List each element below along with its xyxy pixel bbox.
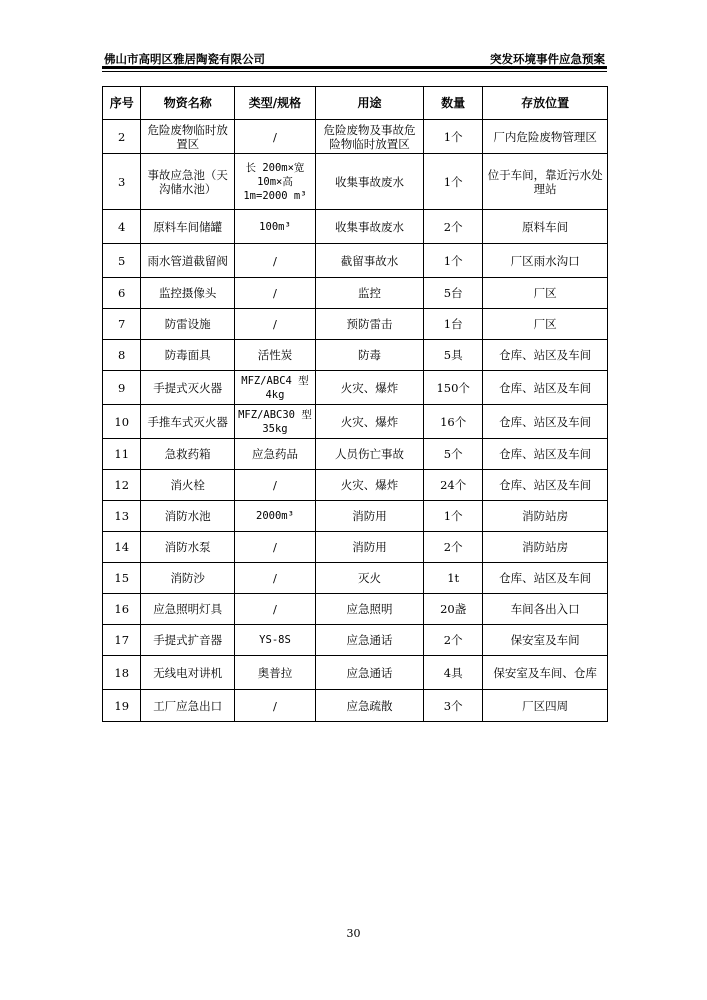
cell-qty: 24个 [424,470,483,501]
cell-name: 防雷设施 [141,309,235,340]
cell-location: 厂区 [483,278,608,309]
cell-qty: 1个 [424,244,483,278]
cell-no: 18 [103,656,141,690]
cell-no: 10 [103,405,141,439]
cell-spec: 活性炭 [234,340,315,371]
cell-location: 消防站房 [483,532,608,563]
cell-use: 预防雷击 [316,309,424,340]
cell-use: 监控 [316,278,424,309]
cell-use: 应急通话 [316,625,424,656]
cell-no: 12 [103,470,141,501]
table-body [103,120,608,722]
cell-qty: 150个 [424,371,483,405]
cell-name: 防毒面具 [141,340,235,371]
cell-location: 仓库、站区及车间 [483,470,608,501]
col-header-spec: 类型/规格 [234,87,315,120]
cell-use: 人员伤亡事故 [316,439,424,470]
cell-qty: 3个 [424,690,483,722]
table-row [103,340,608,371]
cell-location: 保安室及车间 [483,625,608,656]
cell-name: 监控摄像头 [141,278,235,309]
table-row [103,439,608,470]
table-row [103,154,608,210]
cell-no: 17 [103,625,141,656]
col-header-name: 物资名称 [141,87,235,120]
cell-spec: / [234,594,315,625]
cell-name: 消防水泵 [141,532,235,563]
table-row [103,563,608,594]
cell-no: 13 [103,501,141,532]
cell-spec: MFZ/ABC30 型 35kg [234,405,315,439]
table-row [103,501,608,532]
cell-use: 收集事故废水 [316,154,424,210]
cell-spec: 2000m³ [234,501,315,532]
cell-name: 应急照明灯具 [141,594,235,625]
company-name: 佛山市高明区雅居陶瓷有限公司 [104,52,265,66]
cell-location: 厂区 [483,309,608,340]
cell-qty: 2个 [424,532,483,563]
cell-spec: / [234,278,315,309]
cell-qty: 20盏 [424,594,483,625]
cell-use: 应急疏散 [316,690,424,722]
table-row [103,656,608,690]
cell-qty: 1个 [424,120,483,154]
table-row [103,625,608,656]
cell-use: 应急照明 [316,594,424,625]
table-row [103,405,608,439]
cell-name: 手推车式灭火器 [141,405,235,439]
cell-qty: 4具 [424,656,483,690]
cell-no: 2 [103,120,141,154]
cell-spec: / [234,120,315,154]
cell-no: 14 [103,532,141,563]
cell-location: 仓库、站区及车间 [483,405,608,439]
cell-qty: 5台 [424,278,483,309]
cell-no: 6 [103,278,141,309]
cell-spec: / [234,470,315,501]
cell-use: 应急通话 [316,656,424,690]
table-row [103,120,608,154]
cell-location: 位于车间，靠近污水处理站 [483,154,608,210]
cell-use: 消防用 [316,532,424,563]
cell-no: 11 [103,439,141,470]
cell-qty: 1个 [424,154,483,210]
cell-name: 工厂应急出口 [141,690,235,722]
cell-use: 火灾、爆炸 [316,405,424,439]
table-row [103,690,608,722]
cell-use: 防毒 [316,340,424,371]
cell-location: 仓库、站区及车间 [483,439,608,470]
cell-spec: MFZ/ABC4 型 4kg [234,371,315,405]
cell-spec: / [234,563,315,594]
cell-location: 原料车间 [483,210,608,244]
cell-name: 无线电对讲机 [141,656,235,690]
cell-no: 7 [103,309,141,340]
cell-no: 16 [103,594,141,625]
cell-location: 保安室及车间、仓库 [483,656,608,690]
cell-use: 收集事故废水 [316,210,424,244]
cell-name: 急救药箱 [141,439,235,470]
cell-no: 8 [103,340,141,371]
table-row [103,371,608,405]
cell-use: 危险废物及事故危险物临时放置区 [316,120,424,154]
cell-location: 仓库、站区及车间 [483,340,608,371]
table-row [103,470,608,501]
cell-spec: 应急药品 [234,439,315,470]
cell-spec: YS-8S [234,625,315,656]
cell-location: 厂内危险废物管理区 [483,120,608,154]
table-row [103,532,608,563]
document-title: 突发环境事件应急预案 [490,52,605,66]
cell-use: 截留事故水 [316,244,424,278]
table-header-row [103,87,608,120]
cell-qty: 1个 [424,501,483,532]
table-row [103,278,608,309]
header-rule-thick [102,66,607,69]
cell-qty: 2个 [424,625,483,656]
cell-spec: 奥普拉 [234,656,315,690]
col-header-location: 存放位置 [483,87,608,120]
cell-no: 4 [103,210,141,244]
cell-location: 仓库、站区及车间 [483,371,608,405]
col-header-use: 用途 [316,87,424,120]
header-rule-thin [102,71,607,72]
cell-name: 消火栓 [141,470,235,501]
cell-qty: 5个 [424,439,483,470]
cell-name: 手提式扩音器 [141,625,235,656]
cell-spec: / [234,690,315,722]
cell-location: 仓库、站区及车间 [483,563,608,594]
cell-spec: / [234,309,315,340]
table-row [103,210,608,244]
cell-spec: 100m³ [234,210,315,244]
cell-spec: / [234,244,315,278]
cell-name: 事故应急池（天沟储水池） [141,154,235,210]
cell-qty: 2个 [424,210,483,244]
col-header-qty: 数量 [424,87,483,120]
cell-use: 灭火 [316,563,424,594]
cell-no: 15 [103,563,141,594]
table-row [103,594,608,625]
cell-spec: 长 200m×宽 10m×高 1m=2000 m³ [234,154,315,210]
cell-use: 火灾、爆炸 [316,371,424,405]
cell-name: 危险废物临时放置区 [141,120,235,154]
cell-location: 厂区四周 [483,690,608,722]
emergency-supplies-table [102,86,608,722]
cell-name: 原料车间储罐 [141,210,235,244]
cell-no: 5 [103,244,141,278]
table-row [103,309,608,340]
cell-qty: 1t [424,563,483,594]
page-number: 30 [346,927,361,940]
table-row [103,244,608,278]
cell-no: 3 [103,154,141,210]
col-header-no: 序号 [103,87,141,120]
cell-location: 消防站房 [483,501,608,532]
cell-use: 火灾、爆炸 [316,470,424,501]
cell-qty: 1台 [424,309,483,340]
cell-no: 19 [103,690,141,722]
cell-spec: / [234,532,315,563]
cell-name: 消防沙 [141,563,235,594]
cell-location: 车间各出入口 [483,594,608,625]
cell-name: 手提式灭火器 [141,371,235,405]
cell-name: 雨水管道截留阀 [141,244,235,278]
cell-qty: 16个 [424,405,483,439]
cell-use: 消防用 [316,501,424,532]
cell-name: 消防水池 [141,501,235,532]
cell-qty: 5具 [424,340,483,371]
cell-location: 厂区雨水沟口 [483,244,608,278]
cell-no: 9 [103,371,141,405]
